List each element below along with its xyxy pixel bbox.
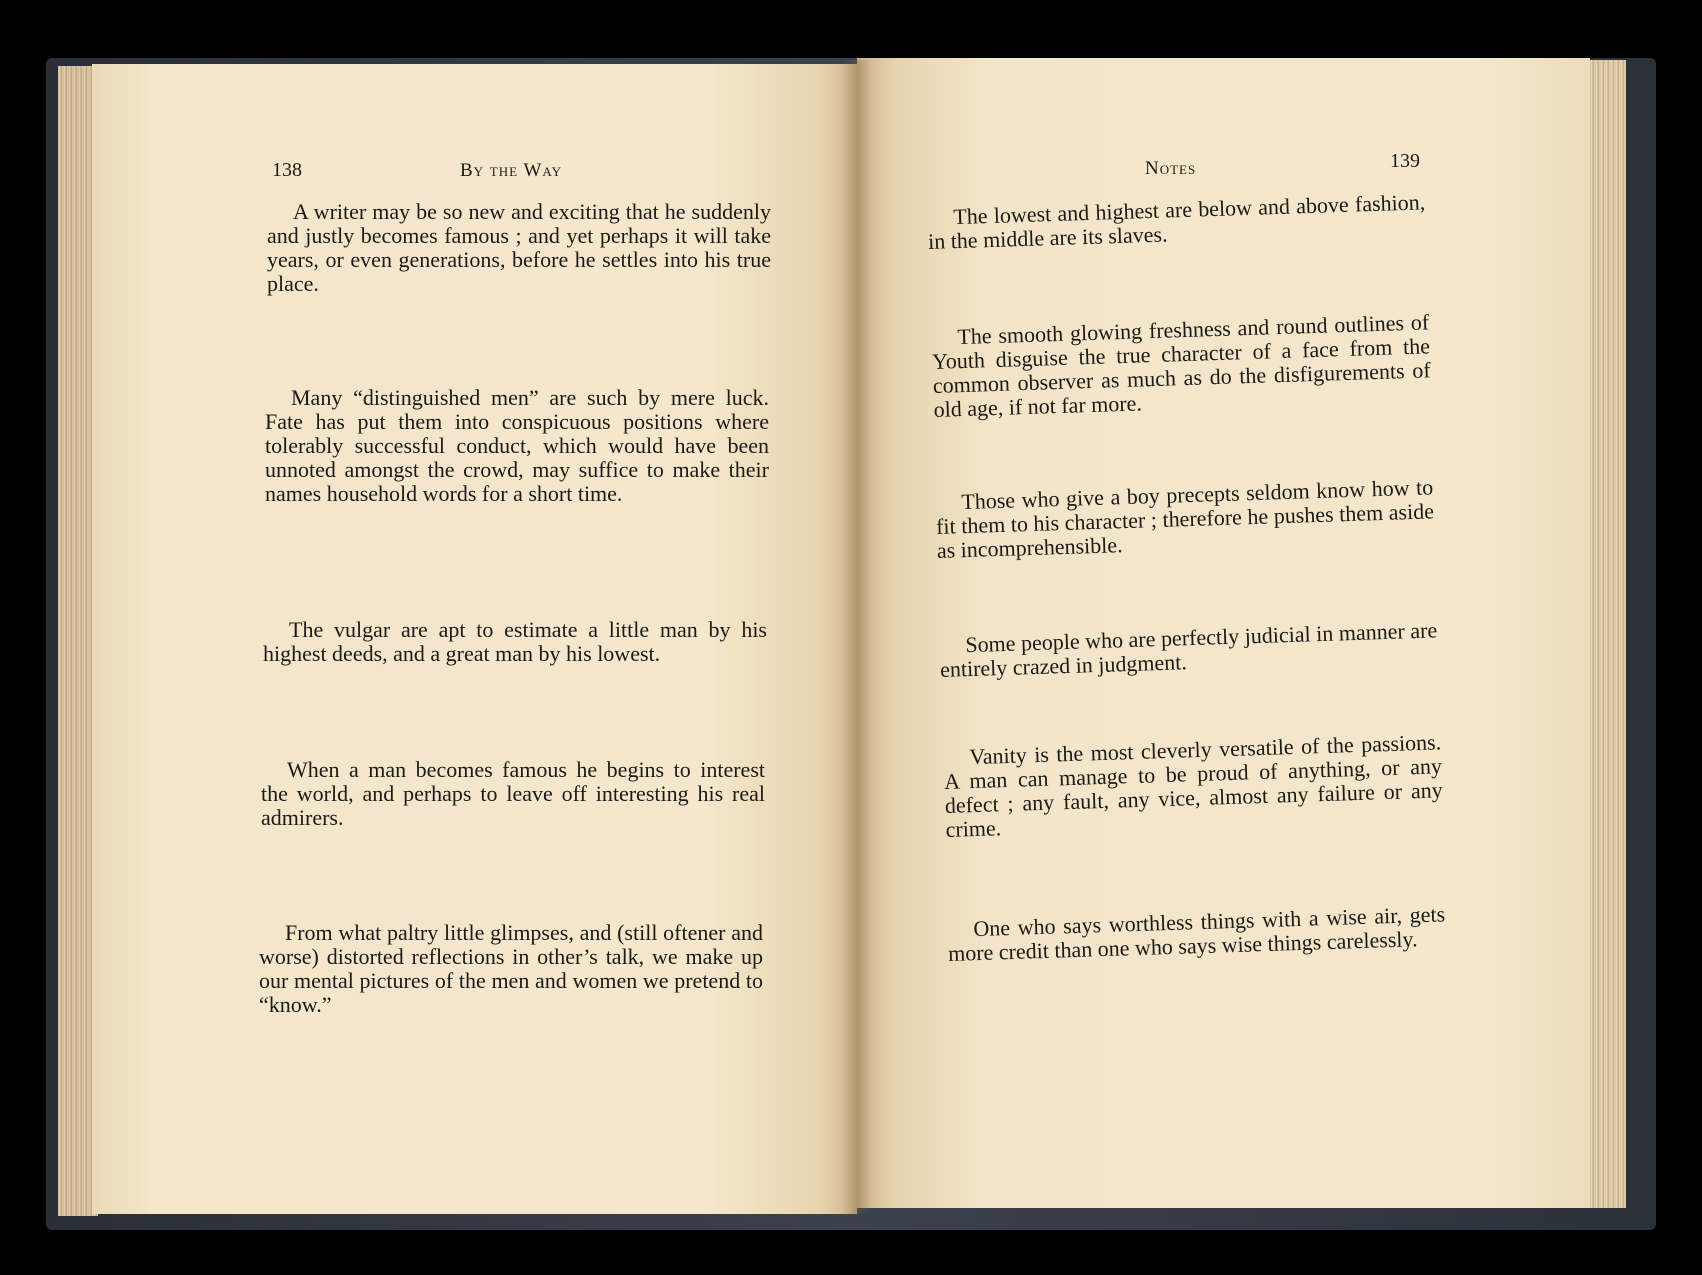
right-paragraph-3: Those who give a boy precepts seldom know how to fit them to his character ; therefore he pushes them aside as incomprehensible. [935,474,1435,563]
right-paragraph-4: Some people who are perfectly judicial in manner are entirely crazed in judgment. [939,617,1438,682]
right-paragraph-1: The lowest and highest are below and above fashion, in the middle are its slaves. [927,189,1426,254]
right-paragraph-6: One who says worthless things with a wise air, gets more credit than one who says wise things carelessly. [947,901,1446,966]
left-paragraph-4: When a man becomes famous he begins to interest the world, and perhaps to leave off interesting his real admirers. [261,757,765,830]
page-edges-right [1590,60,1626,1208]
left-page [92,64,857,1214]
book-gutter [842,60,872,1214]
left-paragraph-3: The vulgar are apt to estimate a little man by his highest deeds, and a great man by his lowest. [263,617,767,666]
left-paragraph-2: Many “distinguished men” are such by mere luck. Fate has put them into conspicuous positions where tolerably successful conduct, which would have been unnoted amongst the crowd, may suffice to make their names household words for a short time. [265,385,769,506]
right-paragraph-2: The smooth glowing freshness and round outlines of Youth disguise the true character of a face from the common observer as much as do the disfigurements of old age, if not far more. [931,309,1432,422]
right-page-number: 139 [1390,150,1420,172]
left-paragraph-1: A writer may be so new and exciting that he suddenly and justly becomes famous ; and yet perhaps it will take years, or even generations, before he settles into his true place. [267,199,771,296]
right-paragraph-5: Vanity is the most cleverly versatile of the passions. A man can manage to be proud of anything, or any defect ; any fault, any vice, almost any failure or any crime. [943,729,1444,842]
left-page-number: 138 [272,159,302,181]
left-running-head: By the Way [460,160,563,181]
right-page [857,58,1590,1208]
right-running-head: Notes [1145,158,1197,179]
left-paragraph-5: From what paltry little glimpses, and (still oftener and worse) distorted reflections in other’s talk, we make up our mental pictures of the men and women we pretend to “know.” [259,920,763,1017]
